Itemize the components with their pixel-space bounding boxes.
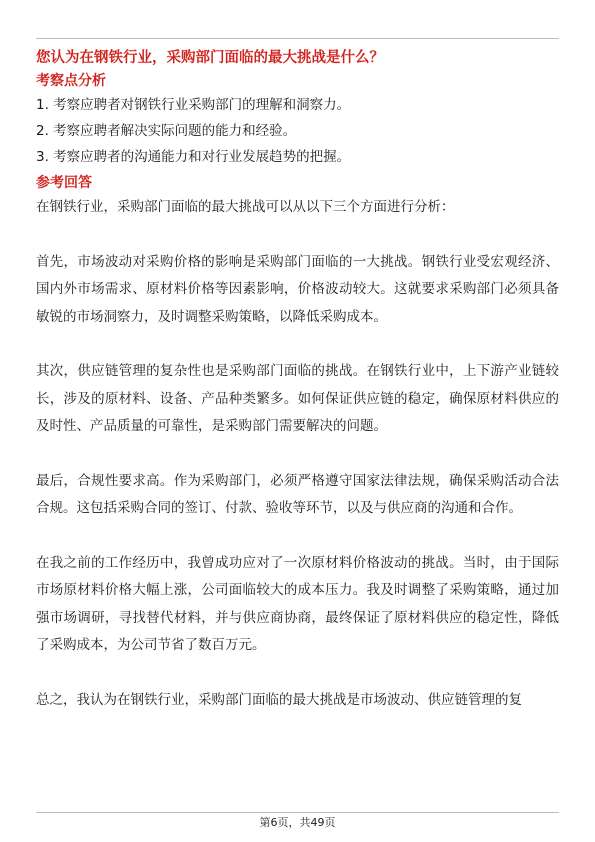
answer-intro: 在钢铁行业，采购部门面临的最大挑战可以从以下三个方面进行分析： (36, 199, 455, 215)
page-content (36, 46, 559, 714)
header-rule (36, 38, 559, 39)
paragraph-gap (36, 441, 559, 468)
answer-paragraph: 最后，合规性要求高。作为采购部门，必须严格遵守国家法律法规，确保采购活动合法合规。这包括采购合同的签订、付款、验收等环节，以及与供应商的沟通和合作。 (36, 472, 559, 516)
answer-paragraph: 在我之前的工作经历中，我曾成功应对了一次原材料价格波动的挑战。当时，由于国际市场原材料价格大幅上涨，公司面临较大的成本压力。我及时调整了采购策略，通过加强市场调研，寻找替代材料，并与供应商协商，最终保证了原材料供应的稳定性，降低了采购成本，为公司节省了数百万元。 (36, 554, 559, 653)
analysis-point: 3. 考察应聘者的沟通能力和对行业发展趋势的把握。 (36, 149, 351, 165)
question-title: 您认为在钢铁行业，采购部门面临的最大挑战是什么？ (36, 50, 384, 66)
footer-rule (36, 812, 559, 813)
paragraph-gap (36, 660, 559, 687)
answer-heading: 参考回答 (36, 175, 92, 191)
paragraph-gap (36, 331, 559, 358)
analysis-point: 1. 考察应聘者对钢铁行业采购部门的理解和洞察力。 (36, 97, 351, 113)
answer-paragraph: 总之，我认为在钢铁行业，采购部门面临的最大挑战是市场波动、供应链管理的复 (36, 691, 522, 708)
paragraph-gap (36, 222, 559, 249)
answer-paragraph: 首先，市场波动对采购价格的影响是采购部门面临的一大挑战。钢铁行业受宏观经济、国内外市场需求、原材料价格等因素影响，价格波动较大。这就要求采购部门必须具备敏锐的市场洞察力，及时调整采购策略，以降低采购成本。 (36, 253, 559, 325)
answer-paragraph: 其次，供应链管理的复杂性也是采购部门面临的挑战。在钢铁行业中，上下游产业链较长，涉及的原材料、设备、产品种类繁多。如何保证供应链的稳定，确保原材料供应的及时性、产品质量的可靠性，是采购部门需要解决的问题。 (36, 363, 559, 434)
analysis-heading: 考察点分析 (36, 73, 106, 89)
paragraph-gap (36, 523, 559, 550)
page-number: 第6页，共49页 (259, 816, 336, 829)
analysis-point: 2. 考察应聘者解决实际问题的能力和经验。 (36, 123, 297, 139)
